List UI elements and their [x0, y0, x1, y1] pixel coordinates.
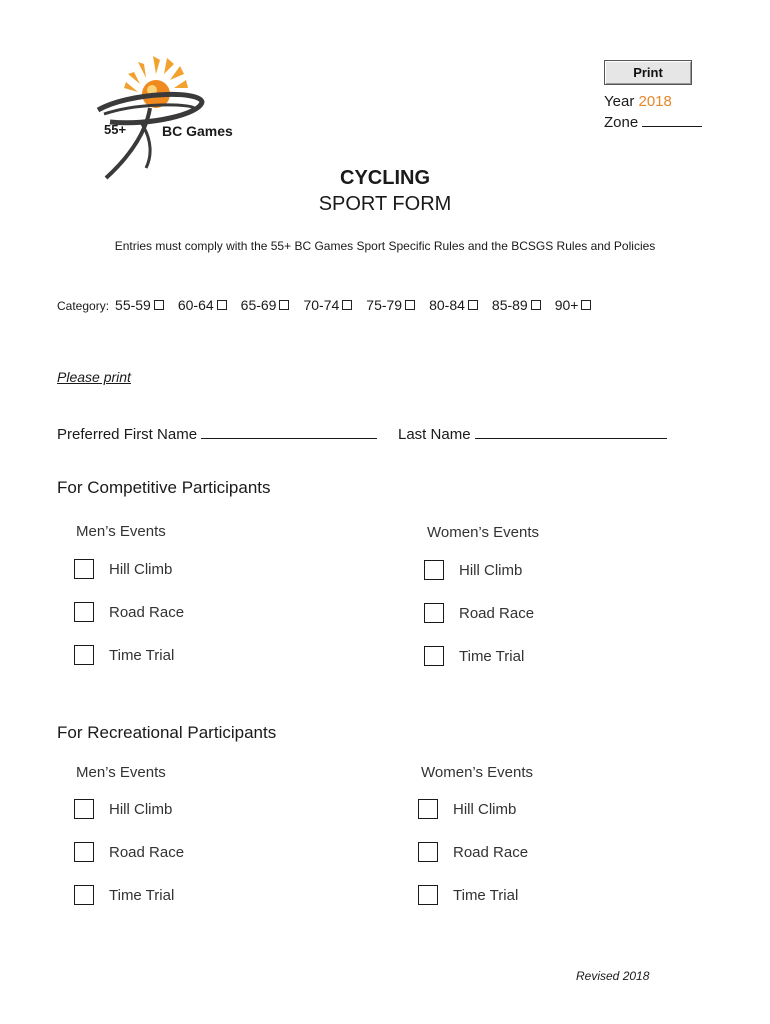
competitive-mens-heading: Men’s Events	[76, 523, 166, 540]
category-option[interactable]: 85-89	[492, 297, 541, 313]
event-checkbox[interactable]	[74, 645, 94, 665]
event-row[interactable]: Hill Climb	[74, 559, 172, 579]
category-option[interactable]: 80-84	[429, 297, 478, 313]
zone-input[interactable]	[642, 112, 702, 127]
event-checkbox[interactable]	[74, 842, 94, 862]
event-row[interactable]: Road Race	[424, 603, 534, 623]
category-checkbox[interactable]	[405, 300, 415, 310]
event-row[interactable]: Time Trial	[74, 645, 174, 665]
year-value: 2018	[638, 93, 672, 110]
form-subtitle: SPORT FORM	[318, 193, 452, 215]
event-row[interactable]: Road Race	[418, 842, 528, 862]
category-checkbox[interactable]	[342, 300, 352, 310]
year-field	[604, 93, 672, 110]
category-label: Category:	[57, 299, 110, 313]
competitive-womens-heading: Women’s Events	[427, 524, 539, 541]
category-checkbox[interactable]	[154, 300, 164, 310]
event-row[interactable]: Time Trial	[418, 885, 518, 905]
event-checkbox[interactable]	[424, 560, 444, 580]
category-option[interactable]: 90+	[555, 297, 592, 313]
year-label: Year	[604, 93, 635, 110]
event-row[interactable]: Time Trial	[74, 885, 174, 905]
category-option[interactable]: 65-69	[241, 297, 290, 313]
zone-field	[604, 112, 702, 131]
recreational-heading: For Recreational Participants	[57, 723, 277, 742]
zone-label: Zone	[604, 114, 639, 131]
event-checkbox[interactable]	[424, 603, 444, 623]
event-row[interactable]: Road Race	[74, 602, 184, 622]
recreational-mens-heading: Men’s Events	[76, 764, 166, 781]
first-name-input[interactable]	[201, 424, 377, 439]
event-row[interactable]: Road Race	[74, 842, 184, 862]
event-row[interactable]: Hill Climb	[424, 560, 522, 580]
please-print-note: Please print	[57, 369, 131, 385]
competitive-heading: For Competitive Participants	[57, 478, 271, 497]
category-checkbox[interactable]	[468, 300, 478, 310]
event-row[interactable]: Hill Climb	[74, 799, 172, 819]
category-checkbox[interactable]	[581, 300, 591, 310]
logo-number: 55+	[104, 122, 127, 137]
first-name-field	[57, 424, 377, 443]
event-row[interactable]: Time Trial	[424, 646, 524, 666]
revised-note: Revised 2018	[576, 969, 650, 983]
category-option[interactable]: 55-59	[115, 297, 164, 313]
recreational-womens-heading: Women’s Events	[421, 764, 533, 781]
category-row	[57, 296, 605, 313]
category-option[interactable]: 75-79	[366, 297, 415, 313]
category-option[interactable]: 60-64	[178, 297, 227, 313]
print-button[interactable]: Print	[604, 60, 692, 85]
form-title: CYCLING	[340, 167, 430, 189]
event-checkbox[interactable]	[74, 799, 94, 819]
last-name-label: Last Name	[398, 426, 471, 443]
first-name-label: Preferred First Name	[57, 426, 198, 443]
last-name-field	[398, 424, 667, 443]
event-checkbox[interactable]	[424, 646, 444, 666]
bc-games-logo	[90, 52, 250, 182]
event-checkbox[interactable]	[74, 885, 94, 905]
category-checkbox[interactable]	[279, 300, 289, 310]
event-checkbox[interactable]	[418, 799, 438, 819]
event-checkbox[interactable]	[418, 842, 438, 862]
last-name-input[interactable]	[475, 424, 667, 439]
category-checkbox[interactable]	[217, 300, 227, 310]
logo-name: BC Games	[162, 123, 233, 139]
category-option[interactable]: 70-74	[303, 297, 352, 313]
event-checkbox[interactable]	[74, 559, 94, 579]
event-checkbox[interactable]	[74, 602, 94, 622]
event-row[interactable]: Hill Climb	[418, 799, 516, 819]
rules-note: Entries must comply with the 55+ BC Games Sport Specific Rules and the BCSGS Rules and Policies	[114, 239, 656, 253]
category-checkbox[interactable]	[531, 300, 541, 310]
event-checkbox[interactable]	[418, 885, 438, 905]
